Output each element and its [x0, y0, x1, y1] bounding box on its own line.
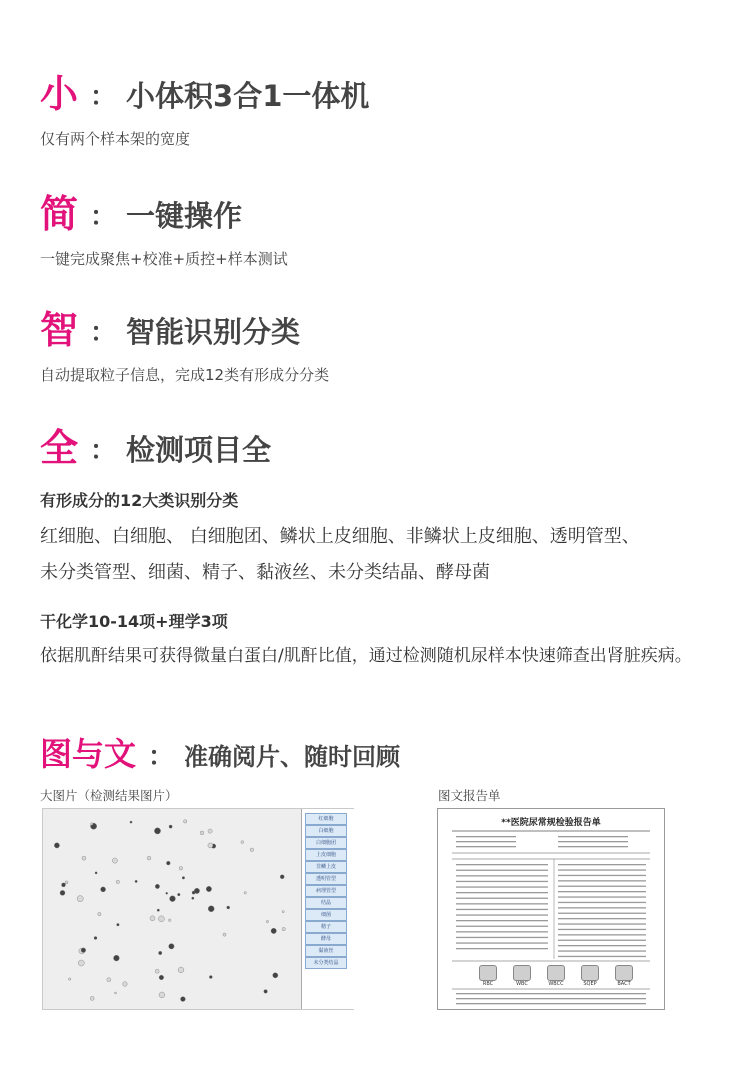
- section-desc: 自动提取粒子信息，完成12类有形成分分类: [40, 366, 330, 384]
- report-text-line: [456, 836, 516, 837]
- heading-colon: ：: [90, 81, 117, 112]
- full-sub2: 干化学10-14项+理学3项: [40, 612, 228, 631]
- cell-particle: [101, 887, 106, 892]
- cell-particle: [264, 990, 268, 994]
- cell-particle: [200, 831, 204, 835]
- full-line2: 未分类管型、细菌、精子、黏液丝、未分类结晶、酵母菌: [40, 562, 490, 583]
- heading-char: 简: [40, 192, 79, 236]
- cell-particle: [155, 884, 159, 888]
- section-heading: [40, 190, 730, 238]
- heading-colon: ：: [90, 435, 117, 466]
- report-text-line: [558, 923, 646, 924]
- heading-colon: ：: [148, 741, 175, 772]
- sidebar-button[interactable]: 未分类结晶: [305, 957, 347, 969]
- cell-particle: [112, 858, 117, 863]
- cell-particle: [150, 916, 155, 921]
- report-text-line: [558, 846, 628, 847]
- heading-title: 一键操作: [126, 198, 243, 233]
- cell-particle: [123, 982, 128, 987]
- cell-particle: [178, 967, 184, 973]
- thumb-label: RBC: [482, 981, 494, 987]
- report-text-line: [456, 864, 548, 865]
- report-text-line: [456, 1003, 646, 1004]
- cell-particle: [227, 906, 230, 909]
- cell-particle: [166, 861, 170, 865]
- report-text-line: [558, 940, 646, 941]
- cell-particle: [157, 909, 159, 911]
- cell-particle: [178, 893, 181, 896]
- cell-particle: [208, 829, 212, 833]
- cell-particle: [154, 828, 160, 834]
- thumb-label: BACT: [617, 981, 631, 987]
- cell-particle: [158, 916, 164, 922]
- section-desc: 仅有两个样本架的宽度: [40, 130, 191, 148]
- thumb-label: WBCC: [548, 981, 564, 987]
- cell-particle: [273, 973, 278, 978]
- cell-particle: [107, 978, 111, 982]
- cell-particle: [115, 992, 117, 994]
- report-thumb: [542, 965, 570, 987]
- sidebar-button[interactable]: 结晶: [305, 897, 347, 909]
- cell-particle: [166, 892, 168, 894]
- report-text-line: [456, 892, 548, 893]
- section-small: [40, 70, 730, 149]
- report-text-line: [558, 864, 646, 865]
- cell-particle: [91, 823, 93, 825]
- report-text-line: [558, 836, 628, 837]
- section-image: [40, 730, 730, 778]
- heading-title: 准确阅片、随时回顾: [184, 742, 401, 771]
- cell-particle: [135, 880, 137, 882]
- cell-particle: [169, 944, 174, 949]
- report-text-line: [456, 942, 548, 943]
- cell-particle: [181, 997, 186, 1002]
- thumb-image: [581, 965, 599, 981]
- cell-particle: [271, 928, 276, 933]
- cell-particle: [159, 975, 164, 980]
- section-full: [40, 424, 730, 674]
- report-text-line: [558, 929, 646, 930]
- report-text-line: [558, 891, 646, 892]
- report-text-line: [456, 948, 548, 949]
- cell-particle: [208, 843, 213, 848]
- cell-particle: [206, 886, 211, 891]
- section-desc: 一键完成聚焦+校准+质控+样本测试: [40, 250, 288, 268]
- report-text-line: [558, 907, 646, 908]
- report-thumb: [508, 965, 536, 987]
- full-line1: 红细胞、白细胞、 白细胞团、鳞状上皮细胞、非鳞状上皮细胞、透明管型、: [40, 526, 640, 547]
- cell-particle: [244, 892, 246, 894]
- right-figure-label: 图文报告单: [438, 788, 501, 803]
- sidebar-button[interactable]: 红细胞: [305, 813, 347, 825]
- report-text-line: [558, 869, 646, 870]
- report-thumb: [474, 965, 502, 987]
- report-figure: [437, 808, 665, 1010]
- report-text-line: [558, 902, 646, 903]
- cell-particle: [194, 888, 199, 893]
- section-heading: [40, 424, 730, 472]
- thumb-image: [547, 965, 565, 981]
- microscope-image: [43, 809, 301, 1009]
- report-text-line: [558, 896, 646, 897]
- cell-particle: [54, 843, 59, 848]
- cell-particle: [117, 923, 120, 926]
- section-heading: [40, 70, 730, 118]
- cell-particle: [114, 955, 120, 961]
- cell-particle: [69, 978, 71, 980]
- thumb-image: [615, 965, 633, 981]
- thumb-label: SQEP: [583, 981, 597, 987]
- report-text-line: [456, 881, 548, 882]
- cell-particle: [62, 883, 66, 887]
- report-text-line: [456, 875, 548, 876]
- report-text-line: [456, 886, 548, 887]
- report-text-line: [456, 909, 548, 910]
- report-text-line: [456, 926, 548, 927]
- heading-title: 检测项目全: [126, 432, 272, 467]
- cell-particle: [77, 896, 83, 902]
- sidebar-button[interactable]: 细菌: [305, 909, 347, 921]
- cell-particle: [184, 820, 187, 823]
- full-line3: 依据肌酐结果可获得微量白蛋白/肌酐比值，通过检测随机尿样本快速筛查出肾脏疾病。: [40, 646, 692, 666]
- heading-colon: ：: [90, 317, 117, 348]
- sidebar-button[interactable]: 精子: [305, 921, 347, 933]
- sidebar-button[interactable]: 酵母: [305, 933, 347, 945]
- section-smart: [40, 306, 730, 385]
- cell-particle: [159, 992, 165, 998]
- cell-particle: [223, 933, 226, 936]
- cell-particle: [94, 937, 97, 940]
- cell-particle: [208, 906, 214, 912]
- cell-particle: [60, 890, 65, 895]
- cell-particle: [90, 996, 94, 1000]
- report-text-line: [558, 913, 646, 914]
- cell-particle: [168, 919, 171, 922]
- cell-particle: [282, 911, 284, 913]
- report-text-line: [558, 945, 646, 946]
- report-text-line: [558, 880, 646, 881]
- cell-particle: [280, 875, 284, 879]
- heading-title: 小体积3合1一体机: [126, 78, 370, 113]
- report-text-line: [558, 886, 646, 887]
- heading-char: 图与文: [40, 735, 137, 773]
- report-thumb: [576, 965, 604, 987]
- sidebar-button[interactable]: 病理管型: [305, 885, 347, 897]
- thumb-image: [513, 965, 531, 981]
- report-text-line: [558, 950, 646, 951]
- classification-sidebar: [301, 809, 354, 1009]
- cell-particle: [282, 927, 285, 930]
- cell-particle: [81, 948, 86, 953]
- heading-char: 智: [40, 308, 79, 352]
- report-text-line: [456, 920, 548, 921]
- cell-particle: [98, 912, 101, 915]
- cell-particle: [192, 897, 194, 899]
- heading-char: 全: [40, 426, 79, 470]
- report-thumb: [610, 965, 638, 987]
- sidebar-button[interactable]: 黏液丝: [305, 945, 347, 957]
- report-text-line: [456, 898, 548, 899]
- report-text-line: [558, 956, 646, 957]
- cell-particle: [78, 960, 84, 966]
- report-text-line: [456, 993, 646, 994]
- cell-particle: [95, 872, 97, 874]
- left-figure-label: 大图片（检测结果图片）: [40, 788, 178, 803]
- heading-char: 小: [40, 72, 79, 116]
- report-text-line: [456, 841, 516, 842]
- section-heading: [40, 306, 730, 354]
- report-text-line: [456, 903, 548, 904]
- result-image-figure: [42, 808, 354, 1010]
- sidebar-button[interactable]: 非鳞上皮: [305, 861, 347, 873]
- cell-particle: [179, 867, 183, 871]
- report-text-line: [456, 937, 548, 938]
- sidebar-button[interactable]: 上皮细胞: [305, 849, 347, 861]
- cell-particle: [266, 920, 268, 922]
- cell-particle: [116, 880, 119, 883]
- sidebar-button[interactable]: 白细胞: [305, 825, 347, 837]
- report-text-line: [558, 934, 646, 935]
- cell-particle: [65, 881, 68, 884]
- thumb-image: [479, 965, 497, 981]
- cell-particle: [155, 969, 159, 973]
- section-simple: [40, 190, 730, 269]
- report-text-line: [456, 914, 548, 915]
- report-text-line: [558, 918, 646, 919]
- sidebar-button[interactable]: 白细胞团: [305, 837, 347, 849]
- full-sub1: 有形成分的12大类识别分类: [40, 491, 239, 510]
- report-text-line: [456, 870, 548, 871]
- sidebar-button[interactable]: 透明管型: [305, 873, 347, 885]
- cell-particle: [182, 877, 185, 880]
- report-title: **医院尿常规检验报告单: [501, 818, 601, 828]
- report-text-line: [456, 846, 516, 847]
- cell-particle: [82, 856, 86, 860]
- cell-particle: [241, 841, 244, 844]
- report-text-line: [456, 998, 646, 999]
- report-text-line: [558, 875, 646, 876]
- cell-particle: [159, 951, 162, 954]
- report-text-line: [558, 841, 628, 842]
- cell-particle: [130, 821, 132, 823]
- cell-particle: [169, 825, 172, 828]
- section-heading: [40, 730, 730, 778]
- report-text-line: [456, 931, 548, 932]
- thumb-label: WBC: [516, 981, 528, 987]
- heading-title: 智能识别分类: [126, 314, 301, 349]
- cell-particle: [250, 848, 254, 852]
- heading-colon: ：: [90, 201, 117, 232]
- cell-particle: [209, 976, 212, 979]
- cell-particle: [170, 896, 176, 902]
- cell-particle: [147, 856, 151, 860]
